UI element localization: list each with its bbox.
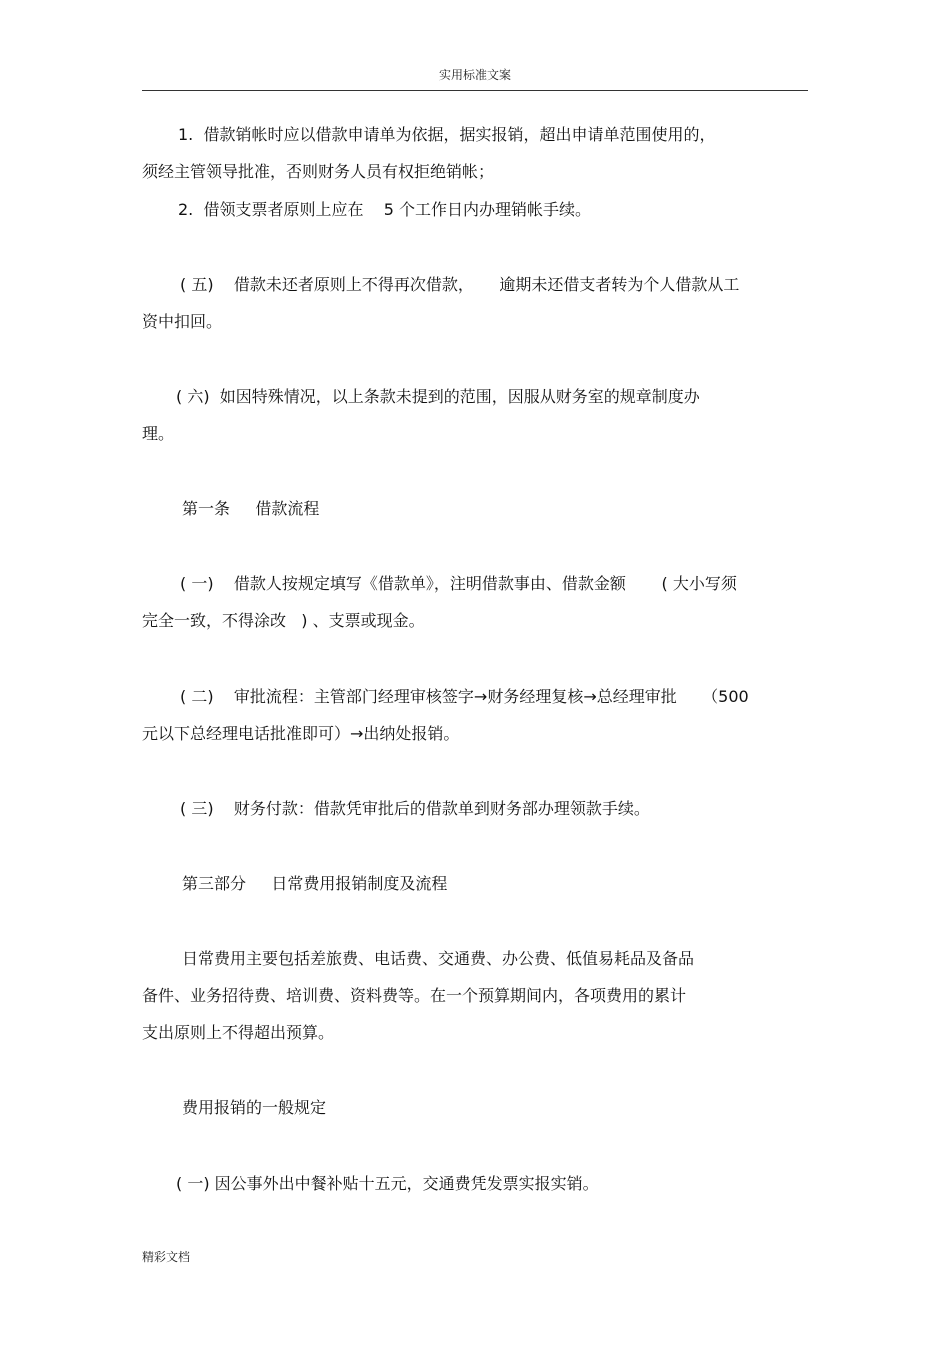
page-footer-text: 精彩文档: [142, 1250, 191, 1264]
paragraph-3-line-1: ( 五) 借款未还者原则上不得再次借款， 逾期未还借支者转为个人借款从工: [180, 275, 740, 294]
paragraph-6-line-2: 完全一致，不得涂改 ) 、支票或现金。: [142, 611, 425, 630]
paragraph-12-line-1: ( 一) 因公事外出中餐补贴十五元，交通费凭发票实报实销。: [176, 1174, 599, 1193]
paragraph-2-line-1: 2. 借领支票者原则上应在 5 个工作日内办理销帐手续。: [178, 200, 592, 219]
paragraph-4-line-2: 理。: [142, 424, 175, 443]
paragraph-10-line-1: 日常费用主要包括差旅费、电话费、交通费、办公费、低值易耗品及备品: [182, 949, 695, 968]
header-divider: [142, 90, 808, 91]
paragraph-3-line-2: 资中扣回。: [142, 312, 223, 331]
paragraph-1-line-1: 1. 借款销帐时应以借款申请单为依据，据实报销，超出申请单范围使用的，: [178, 125, 716, 144]
paragraph-8-line-1: ( 三) 财务付款：借款凭审批后的借款单到财务部办理领款手续。: [180, 799, 650, 818]
paragraph-10-line-2: 备件、业务招待费、培训费、资料费等。在一个预算期间内，各项费用的累计: [142, 986, 687, 1005]
paragraph-7-line-1: ( 二) 审批流程：主管部门经理审核签字→财务经理复核→总经理审批 （500: [180, 687, 749, 706]
paragraph-6-line-1: ( 一) 借款人按规定填写《借款单》，注明借款事由、借款金额 ( 大小写须: [180, 574, 737, 593]
paragraph-7-line-2: 元以下总经理电话批准即可）→出纳处报销。: [142, 724, 460, 743]
paragraph-10-line-3: 支出原则上不得超出预算。: [142, 1023, 335, 1042]
paragraph-4-line-1: ( 六) 如因特殊情况，以上条款未提到的范围，因服从财务室的规章制度办: [176, 387, 700, 406]
section-heading-general-rules: 费用报销的一般规定: [182, 1098, 327, 1117]
section-heading-part-three: 第三部分 日常费用报销制度及流程: [182, 874, 448, 893]
paragraph-1-line-2: 须经主管领导批准，否则财务人员有权拒绝销帐；: [142, 162, 495, 181]
section-heading-loan-process: 第一条 借款流程: [182, 499, 320, 518]
page-header-title: 实用标准文案: [438, 68, 511, 82]
